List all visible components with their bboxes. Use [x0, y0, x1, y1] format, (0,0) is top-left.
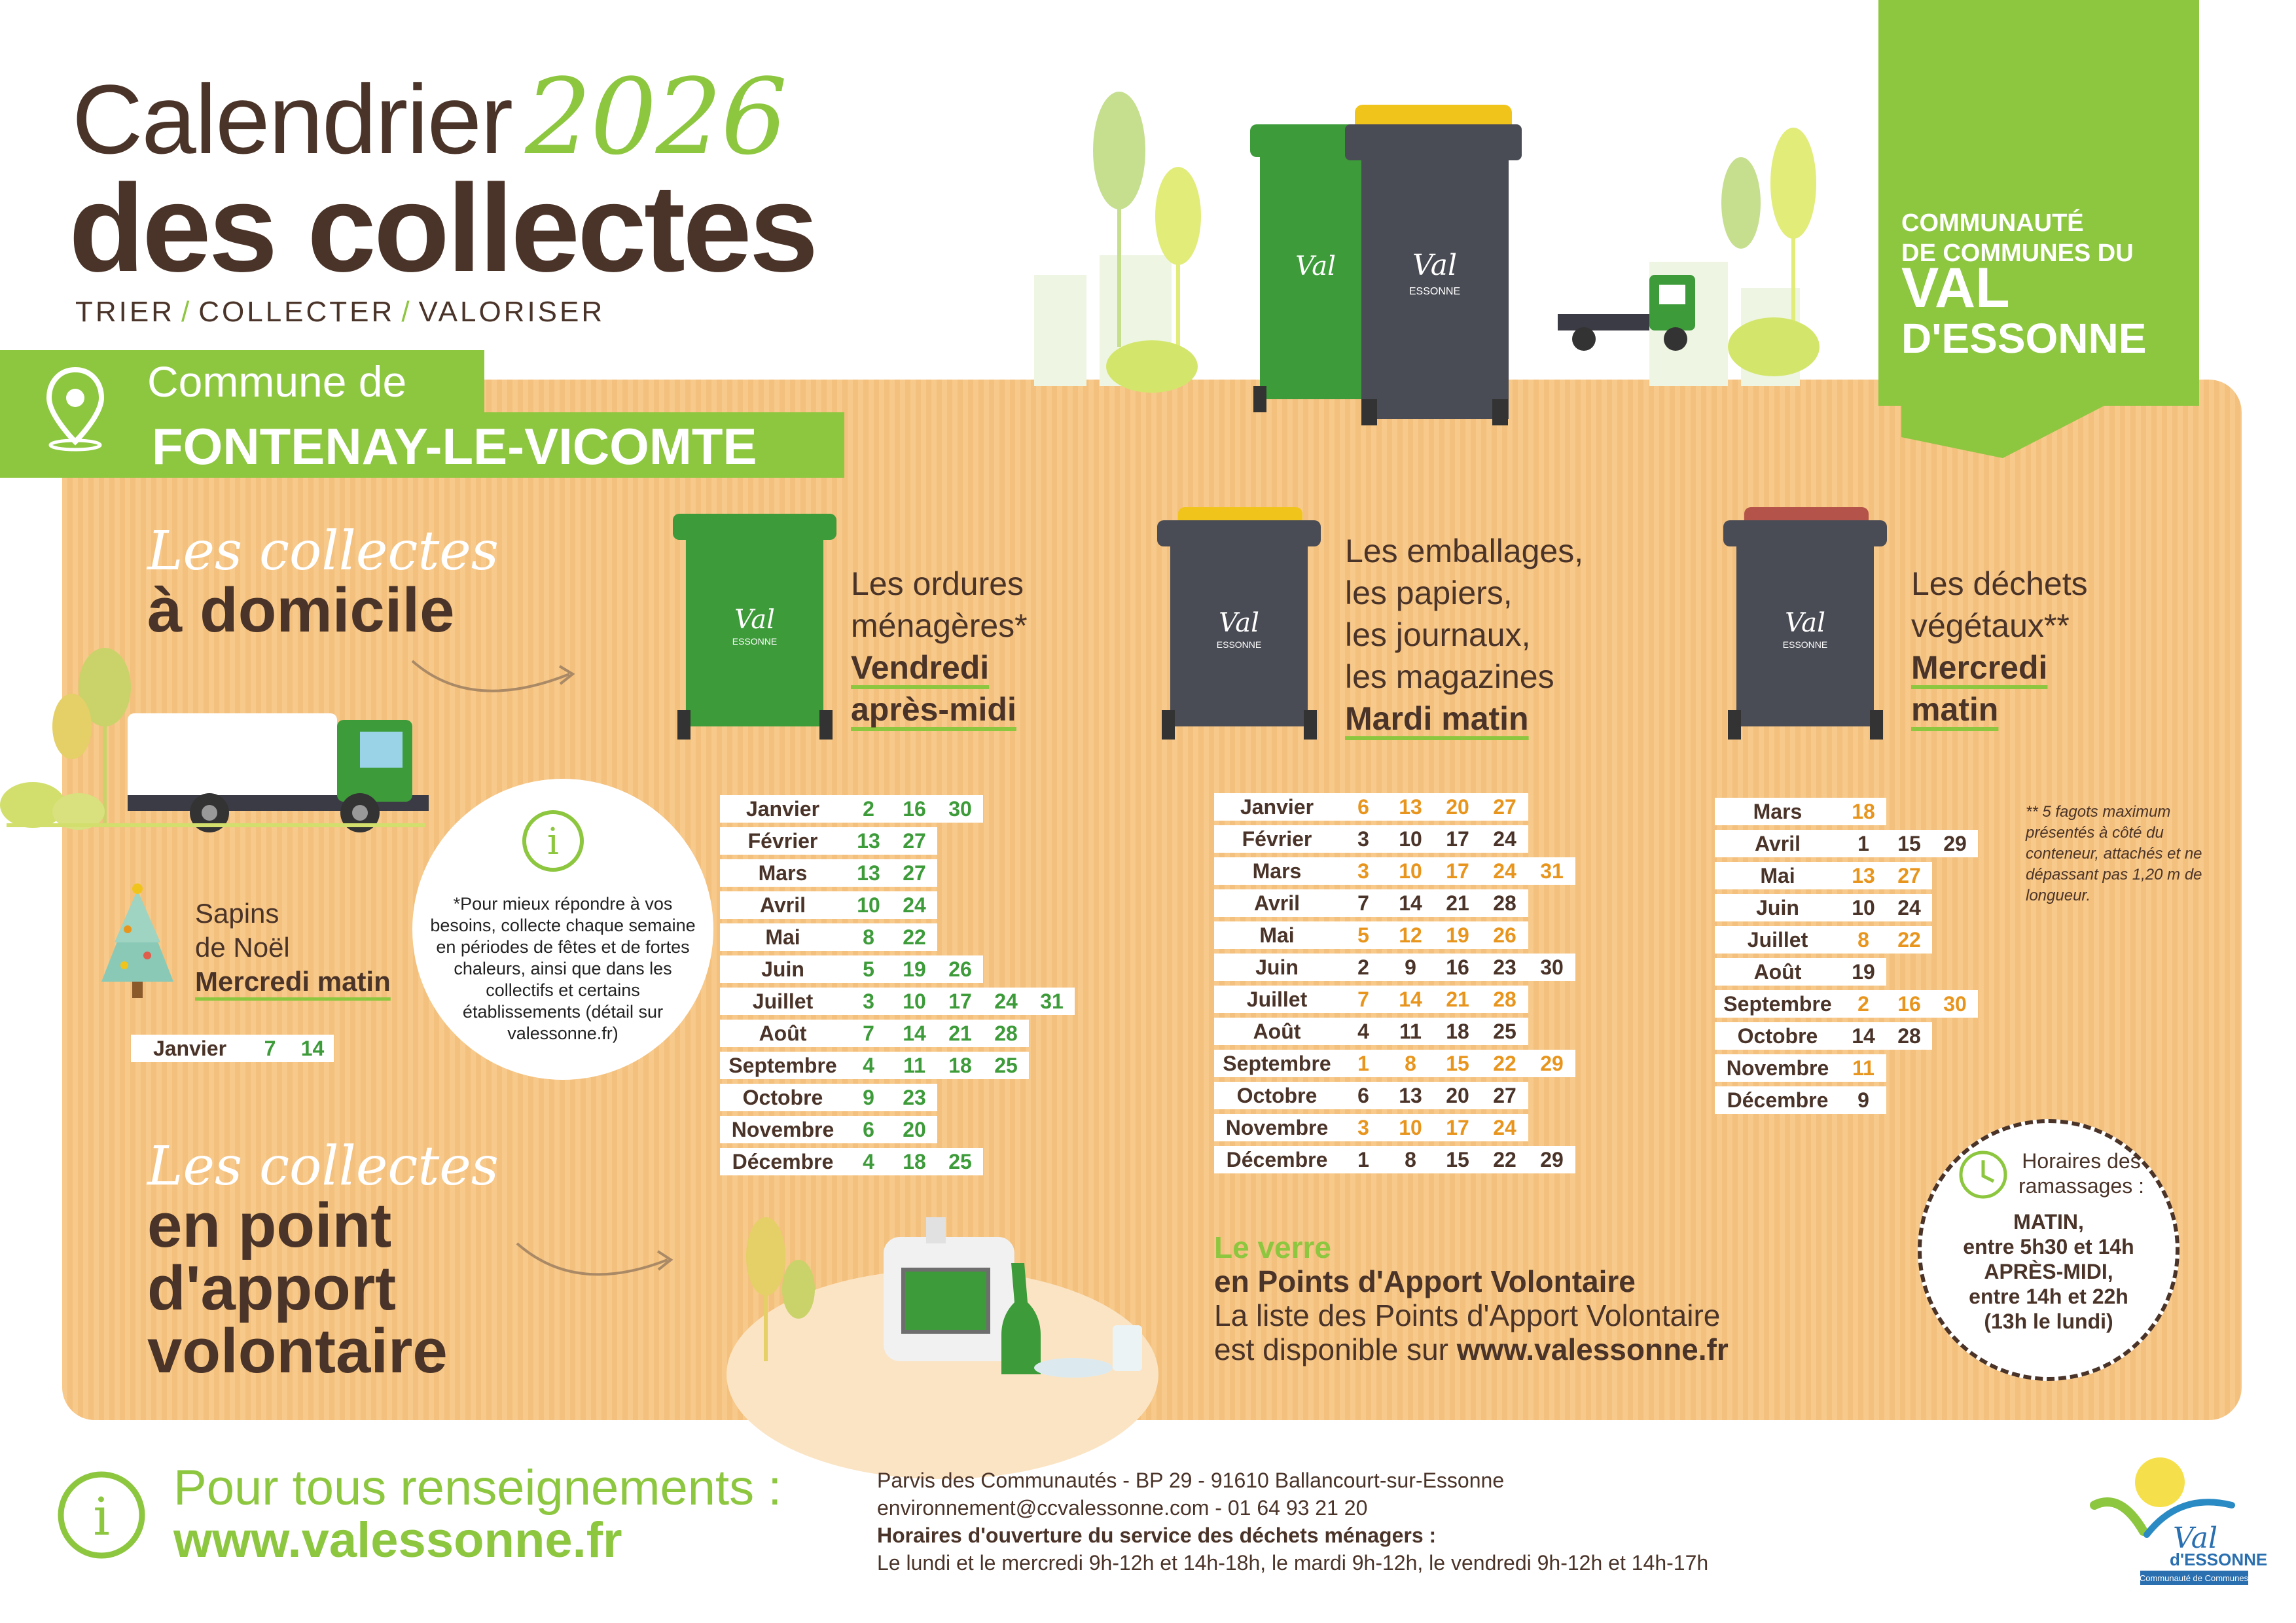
- bin-emb-day: Mardi matin: [1345, 700, 1529, 737]
- day-cell: 27: [1886, 862, 1932, 889]
- verre-block: Le verre en Points d'Apport Volontaire La liste des Points d'Apport Volontaire est disponible sur www.valessonne.fr: [1214, 1230, 1729, 1366]
- day-cell: 30: [1932, 990, 1978, 1018]
- day-cell: 21: [937, 1020, 983, 1047]
- day-cell: 25: [1481, 1018, 1528, 1045]
- day-cell: 5: [846, 955, 891, 983]
- day-cell: 18: [1840, 798, 1886, 825]
- day-cell: 4: [1340, 1018, 1387, 1045]
- table-row: [720, 988, 1075, 1015]
- table-row: [1214, 793, 1575, 821]
- empty-cell: [983, 1116, 1029, 1143]
- green-bin-icon: [668, 507, 844, 743]
- month-cell: Mai: [1715, 862, 1840, 889]
- tagline: TRIER / COLLECTER / VALORISER: [75, 296, 605, 328]
- table-row: [1214, 921, 1575, 949]
- month-cell: Mai: [1214, 921, 1340, 949]
- empty-cell: [1528, 825, 1575, 853]
- calendar-table-veg: [1715, 793, 1978, 1118]
- day-cell: 28: [983, 1020, 1029, 1047]
- day-cell: 3: [846, 988, 891, 1015]
- brown-lid-bin-icon: [1718, 507, 1895, 743]
- month-cell: Octobre: [1715, 1022, 1840, 1050]
- table-row: [131, 1035, 334, 1062]
- calendar-table-sapins: [131, 1030, 334, 1067]
- day-cell: 19: [891, 955, 937, 983]
- day-cell: 2: [1340, 954, 1387, 981]
- table-row: [1214, 889, 1575, 917]
- empty-cell: [1886, 798, 1932, 825]
- footer-hours: Le lundi et le mercredi 9h-12h et 14h-18h, le mardi 9h-12h, le vendredi 9h-12h et 14h-17h: [877, 1551, 1709, 1575]
- table-row: [1715, 862, 1978, 889]
- day-cell: 27: [1481, 793, 1528, 821]
- day-cell: 7: [249, 1035, 291, 1062]
- empty-cell: [937, 1116, 983, 1143]
- table-row: [1715, 1086, 1978, 1114]
- header-green-bin-logo: Val: [1295, 251, 1336, 281]
- empty-cell: [1528, 889, 1575, 917]
- day-cell: 29: [1528, 1050, 1575, 1077]
- empty-cell: [1932, 1054, 1978, 1082]
- day-cell: 7: [846, 1020, 891, 1047]
- day-cell: 20: [891, 1116, 937, 1143]
- day-cell: 13: [1387, 793, 1434, 821]
- day-cell: 4: [846, 1148, 891, 1175]
- empty-cell: [1932, 958, 1978, 986]
- curved-arrow-icon-2: [511, 1230, 681, 1289]
- empty-cell: [983, 1084, 1029, 1111]
- table-row: [1715, 798, 1978, 825]
- verre-url[interactable]: www.valessonne.fr: [1456, 1332, 1729, 1366]
- month-cell: Janvier: [131, 1035, 249, 1062]
- title-calendrier: Calendrier 2026: [72, 56, 787, 178]
- empty-cell: [1029, 1084, 1075, 1111]
- glass-container-illustration: [726, 1204, 1158, 1394]
- day-cell: 24: [1886, 894, 1932, 921]
- day-cell: 31: [1528, 857, 1575, 885]
- day-cell: 20: [1434, 793, 1481, 821]
- month-cell: Avril: [720, 891, 846, 919]
- bin-om-day2: après-midi: [851, 691, 1016, 728]
- day-cell: 24: [891, 891, 937, 919]
- day-cell: 28: [1481, 986, 1528, 1013]
- month-cell: Avril: [1214, 889, 1340, 917]
- month-cell: Octobre: [720, 1084, 846, 1111]
- month-cell: Août: [1715, 958, 1840, 986]
- table-row: [1214, 1018, 1575, 1045]
- day-cell: 17: [1434, 1114, 1481, 1141]
- verre-title: Le verre: [1214, 1230, 1332, 1264]
- bin-om-day1: Vendredi: [851, 649, 990, 686]
- footer-url[interactable]: www.valessonne.fr: [173, 1512, 622, 1568]
- day-cell: 18: [937, 1052, 983, 1079]
- day-cell: 13: [1387, 1082, 1434, 1109]
- table-row: [1715, 894, 1978, 921]
- empty-cell: [1029, 891, 1075, 919]
- empty-cell: [983, 923, 1029, 951]
- table-row: [1214, 1114, 1575, 1141]
- empty-cell: [1932, 926, 1978, 954]
- garbage-truck-illustration: [7, 648, 439, 838]
- commune-name: FONTENAY-LE-VICOMTE: [152, 418, 757, 475]
- empty-cell: [937, 1084, 983, 1111]
- day-cell: 30: [937, 795, 983, 823]
- empty-cell: [937, 827, 983, 855]
- table-row: [720, 827, 1075, 855]
- day-cell: 3: [1340, 857, 1387, 885]
- empty-cell: [983, 1148, 1029, 1175]
- day-cell: 30: [1528, 954, 1575, 981]
- table-row: [720, 1052, 1075, 1079]
- clock-icon: [1957, 1149, 2009, 1201]
- month-cell: Juillet: [1214, 986, 1340, 1013]
- table-row: [1214, 857, 1575, 885]
- month-cell: Juin: [1715, 894, 1840, 921]
- empty-cell: [1029, 795, 1075, 823]
- month-cell: Novembre: [720, 1116, 846, 1143]
- empty-cell: [937, 891, 983, 919]
- day-cell: 28: [1481, 889, 1528, 917]
- day-cell: 15: [1434, 1050, 1481, 1077]
- table-row: [1715, 958, 1978, 986]
- day-cell: 21: [1434, 889, 1481, 917]
- veg-note: ** 5 fagots maximum présentés à côté du conteneur, attachés et ne dépassant pas 1,20 m de longueur.: [2026, 803, 2202, 904]
- empty-cell: [983, 891, 1029, 919]
- day-cell: 23: [1481, 954, 1528, 981]
- table-row: [1214, 1050, 1575, 1077]
- day-cell: 10: [1387, 825, 1434, 853]
- month-cell: Juillet: [720, 988, 846, 1015]
- day-cell: 10: [1840, 894, 1886, 921]
- empty-cell: [1932, 1022, 1978, 1050]
- info-note-text: *Pour mieux répondre à vos besoins, collecte chaque semaine en périodes de fêtes et de fortes chaleurs, ainsi que dans les collectifs et certains établissements (détail sur valessonne.fr): [430, 894, 696, 1043]
- day-cell: 19: [1434, 921, 1481, 949]
- day-cell: 12: [1387, 921, 1434, 949]
- table-row: [720, 923, 1075, 951]
- day-cell: 8: [846, 923, 891, 951]
- day-cell: 6: [1340, 1082, 1387, 1109]
- empty-cell: [1528, 1018, 1575, 1045]
- month-cell: Juin: [720, 955, 846, 983]
- val-essonne-logo: [2081, 1453, 2268, 1590]
- day-cell: 3: [1340, 1114, 1387, 1141]
- day-cell: 22: [891, 923, 937, 951]
- day-cell: 24: [1481, 857, 1528, 885]
- empty-cell: [1932, 894, 1978, 921]
- empty-cell: [937, 859, 983, 887]
- empty-cell: [983, 795, 1029, 823]
- day-cell: 27: [1481, 1082, 1528, 1109]
- day-cell: 18: [891, 1148, 937, 1175]
- header-bin-logo: Val: [1412, 249, 1458, 282]
- sapins-label: Sapins de Noël Mercredi matin: [195, 898, 391, 997]
- info-icon: [520, 808, 586, 874]
- table-row: [1715, 1054, 1978, 1082]
- month-cell: Mars: [1214, 857, 1340, 885]
- empty-cell: [1886, 1054, 1932, 1082]
- cc-badge-line1: COMMUNAUTÉ DE COMMUNES DU: [1901, 209, 2134, 267]
- svg-text:ESSONNE: ESSONNE: [1216, 639, 1262, 650]
- empty-cell: [1029, 1148, 1075, 1175]
- empty-cell: [1932, 1086, 1978, 1114]
- table-row: [1214, 1082, 1575, 1109]
- title-des-collectes: des collectes: [69, 159, 816, 298]
- table-row: [1715, 1022, 1978, 1050]
- svg-text:i: i: [93, 1486, 110, 1547]
- table-row: [1214, 954, 1575, 981]
- day-cell: 8: [1387, 1050, 1434, 1077]
- day-cell: 15: [1886, 830, 1932, 857]
- month-cell: Janvier: [720, 795, 846, 823]
- empty-cell: [1932, 798, 1978, 825]
- empty-cell: [1932, 862, 1978, 889]
- day-cell: 24: [1481, 825, 1528, 853]
- day-cell: 19: [1840, 958, 1886, 986]
- day-cell: 26: [937, 955, 983, 983]
- day-cell: 24: [983, 988, 1029, 1015]
- day-cell: 4: [846, 1052, 891, 1079]
- cc-badge-val: VAL: [1901, 257, 2010, 319]
- yellow-bin-logo: Val: [1219, 608, 1259, 638]
- empty-cell: [1029, 955, 1075, 983]
- empty-cell: [1029, 1116, 1075, 1143]
- empty-cell: [1528, 793, 1575, 821]
- month-cell: Septembre: [720, 1052, 846, 1079]
- bin-veg-day1: Mercredi: [1911, 649, 2048, 686]
- month-cell: Décembre: [1715, 1086, 1840, 1114]
- svg-text:Val: Val: [2173, 1522, 2218, 1555]
- bin-emb-label: Les emballages, les papiers, les journaux, les magazines Mardi matin: [1345, 533, 1584, 737]
- empty-cell: [1886, 958, 1932, 986]
- table-row: [1715, 926, 1978, 954]
- month-cell: Mars: [720, 859, 846, 887]
- day-cell: 5: [1340, 921, 1387, 949]
- header-bin-logo-sub: ESSONNE: [1408, 286, 1461, 297]
- day-cell: 21: [1434, 986, 1481, 1013]
- commune-label: Commune de: [147, 357, 407, 406]
- day-cell: 6: [1340, 793, 1387, 821]
- calendar-table-emb: [1214, 789, 1575, 1178]
- day-cell: 7: [1340, 986, 1387, 1013]
- day-cell: 22: [1886, 926, 1932, 954]
- day-cell: 6: [846, 1116, 891, 1143]
- day-cell: 14: [1387, 889, 1434, 917]
- table-row: [720, 1148, 1075, 1175]
- month-cell: Septembre: [1715, 990, 1840, 1018]
- sapins-day: Mercredi matin: [195, 966, 391, 997]
- table-row: [720, 795, 1075, 823]
- empty-cell: [1029, 827, 1075, 855]
- day-cell: 16: [1886, 990, 1932, 1018]
- month-cell: Novembre: [1214, 1114, 1340, 1141]
- cc-badge-essonne: D'ESSONNE: [1901, 315, 2147, 362]
- script-les-collectes-2: Les collectes: [147, 1135, 499, 1198]
- day-cell: 10: [1387, 1114, 1434, 1141]
- calendar-table-om: [720, 791, 1075, 1180]
- script-les-collectes-1: Les collectes: [147, 520, 499, 582]
- day-cell: 13: [846, 859, 891, 887]
- day-cell: 2: [846, 795, 891, 823]
- table-row: [1715, 830, 1978, 857]
- day-cell: 25: [937, 1148, 983, 1175]
- yellow-lid-bin-icon: [1152, 507, 1329, 743]
- table-row: [1214, 1146, 1575, 1173]
- month-cell: Novembre: [1715, 1054, 1840, 1082]
- day-cell: 29: [1528, 1146, 1575, 1173]
- table-row: [720, 1020, 1075, 1047]
- day-cell: 29: [1932, 830, 1978, 857]
- day-cell: 9: [846, 1084, 891, 1111]
- day-cell: 20: [1434, 1082, 1481, 1109]
- footer-contact[interactable]: environnement@ccvalessonne.com - 01 64 93 21 20: [877, 1496, 1368, 1520]
- footer-info-icon: [56, 1469, 147, 1561]
- day-cell: 7: [1340, 889, 1387, 917]
- table-row: [1715, 990, 1978, 1018]
- day-cell: 17: [1434, 825, 1481, 853]
- empty-cell: [983, 859, 1029, 887]
- svg-text:ESSONNE: ESSONNE: [1782, 639, 1828, 650]
- svg-text:d'ESSONNE: d'ESSONNE: [2170, 1550, 2268, 1569]
- svg-text:i: i: [547, 821, 559, 863]
- day-cell: 25: [983, 1052, 1029, 1079]
- bin-om-label: Les ordures ménagères* Vendredi après-midi: [851, 565, 1028, 728]
- day-cell: 24: [1481, 1114, 1528, 1141]
- empty-cell: [983, 955, 1029, 983]
- empty-cell: [1029, 1052, 1075, 1079]
- month-cell: Mars: [1715, 798, 1840, 825]
- day-cell: 26: [1481, 921, 1528, 949]
- day-cell: 28: [1886, 1022, 1932, 1050]
- svg-text:ESSONNE: ESSONNE: [732, 636, 778, 647]
- day-cell: 1: [1340, 1050, 1387, 1077]
- day-cell: 9: [1387, 954, 1434, 981]
- table-row: [1214, 986, 1575, 1013]
- table-row: [720, 955, 1075, 983]
- heading-a-domicile: à domicile: [147, 575, 455, 645]
- day-cell: 16: [891, 795, 937, 823]
- empty-cell: [937, 923, 983, 951]
- month-cell: Janvier: [1214, 793, 1340, 821]
- table-row: [720, 891, 1075, 919]
- day-cell: 18: [1434, 1018, 1481, 1045]
- day-cell: 17: [1434, 857, 1481, 885]
- title-year: 2026: [525, 56, 787, 178]
- month-cell: Décembre: [720, 1148, 846, 1175]
- day-cell: 8: [1840, 926, 1886, 954]
- brown-bin-logo: Val: [1785, 608, 1825, 638]
- christmas-tree-icon: [92, 883, 183, 1008]
- day-cell: 31: [1029, 988, 1075, 1015]
- heading-apport: en point d'apport volontaire: [147, 1190, 448, 1386]
- footer-info-label: Pour tous renseignements :: [173, 1460, 782, 1516]
- month-cell: Août: [1214, 1018, 1340, 1045]
- day-cell: 10: [846, 891, 891, 919]
- table-row: [720, 1084, 1075, 1111]
- day-cell: 22: [1481, 1050, 1528, 1077]
- month-cell: Mai: [720, 923, 846, 951]
- day-cell: 10: [891, 988, 937, 1015]
- day-cell: 11: [1387, 1018, 1434, 1045]
- day-cell: 23: [891, 1084, 937, 1111]
- table-row: [720, 1116, 1075, 1143]
- month-cell: Septembre: [1214, 1050, 1340, 1077]
- month-cell: Décembre: [1214, 1146, 1340, 1173]
- green-bin-logo: Val: [734, 605, 775, 635]
- day-cell: 16: [1434, 954, 1481, 981]
- day-cell: 15: [1434, 1146, 1481, 1173]
- empty-cell: [1528, 921, 1575, 949]
- horaires-details: MATIN, entre 5h30 et 14h APRÈS-MIDI, entre 14h et 22h (13h le lundi): [1963, 1210, 2134, 1333]
- empty-cell: [1528, 1082, 1575, 1109]
- bin-veg-day2: matin: [1911, 691, 1999, 728]
- day-cell: 14: [1387, 986, 1434, 1013]
- day-cell: 1: [1840, 830, 1886, 857]
- day-cell: 22: [1481, 1146, 1528, 1173]
- day-cell: 14: [291, 1035, 334, 1062]
- empty-cell: [1029, 923, 1075, 951]
- horaires-title: Horaires des ramassages :: [2018, 1149, 2145, 1198]
- footer-address: Parvis des Communautés - BP 29 - 91610 Ballancourt-sur-Essonne: [877, 1469, 1505, 1492]
- day-cell: 14: [891, 1020, 937, 1047]
- day-cell: 14: [1840, 1022, 1886, 1050]
- empty-cell: [1528, 1114, 1575, 1141]
- day-cell: 8: [1387, 1146, 1434, 1173]
- bin-veg-label: Les déchets végétaux** Mercredi matin: [1911, 565, 2088, 728]
- month-cell: Août: [720, 1020, 846, 1047]
- table-row: [1214, 825, 1575, 853]
- footer-hours-title: Horaires d'ouverture du service des déchets ménagers :: [877, 1524, 1437, 1547]
- month-cell: Juin: [1214, 954, 1340, 981]
- month-cell: Février: [720, 827, 846, 855]
- location-pin-icon: [46, 366, 105, 452]
- day-cell: 27: [891, 859, 937, 887]
- day-cell: 11: [891, 1052, 937, 1079]
- day-cell: 3: [1340, 825, 1387, 853]
- empty-cell: [1528, 986, 1575, 1013]
- day-cell: 17: [937, 988, 983, 1015]
- month-cell: Juillet: [1715, 926, 1840, 954]
- table-row: [720, 859, 1075, 887]
- day-cell: 13: [846, 827, 891, 855]
- day-cell: 1: [1340, 1146, 1387, 1173]
- day-cell: 2: [1840, 990, 1886, 1018]
- day-cell: 11: [1840, 1054, 1886, 1082]
- day-cell: 9: [1840, 1086, 1886, 1114]
- empty-cell: [1886, 1086, 1932, 1114]
- header-illustration: [1021, 59, 1839, 425]
- empty-cell: [1029, 859, 1075, 887]
- day-cell: 27: [891, 827, 937, 855]
- day-cell: 10: [1387, 857, 1434, 885]
- empty-cell: [983, 827, 1029, 855]
- day-cell: 13: [1840, 862, 1886, 889]
- month-cell: Février: [1214, 825, 1340, 853]
- month-cell: Avril: [1715, 830, 1840, 857]
- empty-cell: [1029, 1020, 1075, 1047]
- svg-text:Communauté de Communes: Communauté de Communes: [2139, 1573, 2249, 1583]
- month-cell: Octobre: [1214, 1082, 1340, 1109]
